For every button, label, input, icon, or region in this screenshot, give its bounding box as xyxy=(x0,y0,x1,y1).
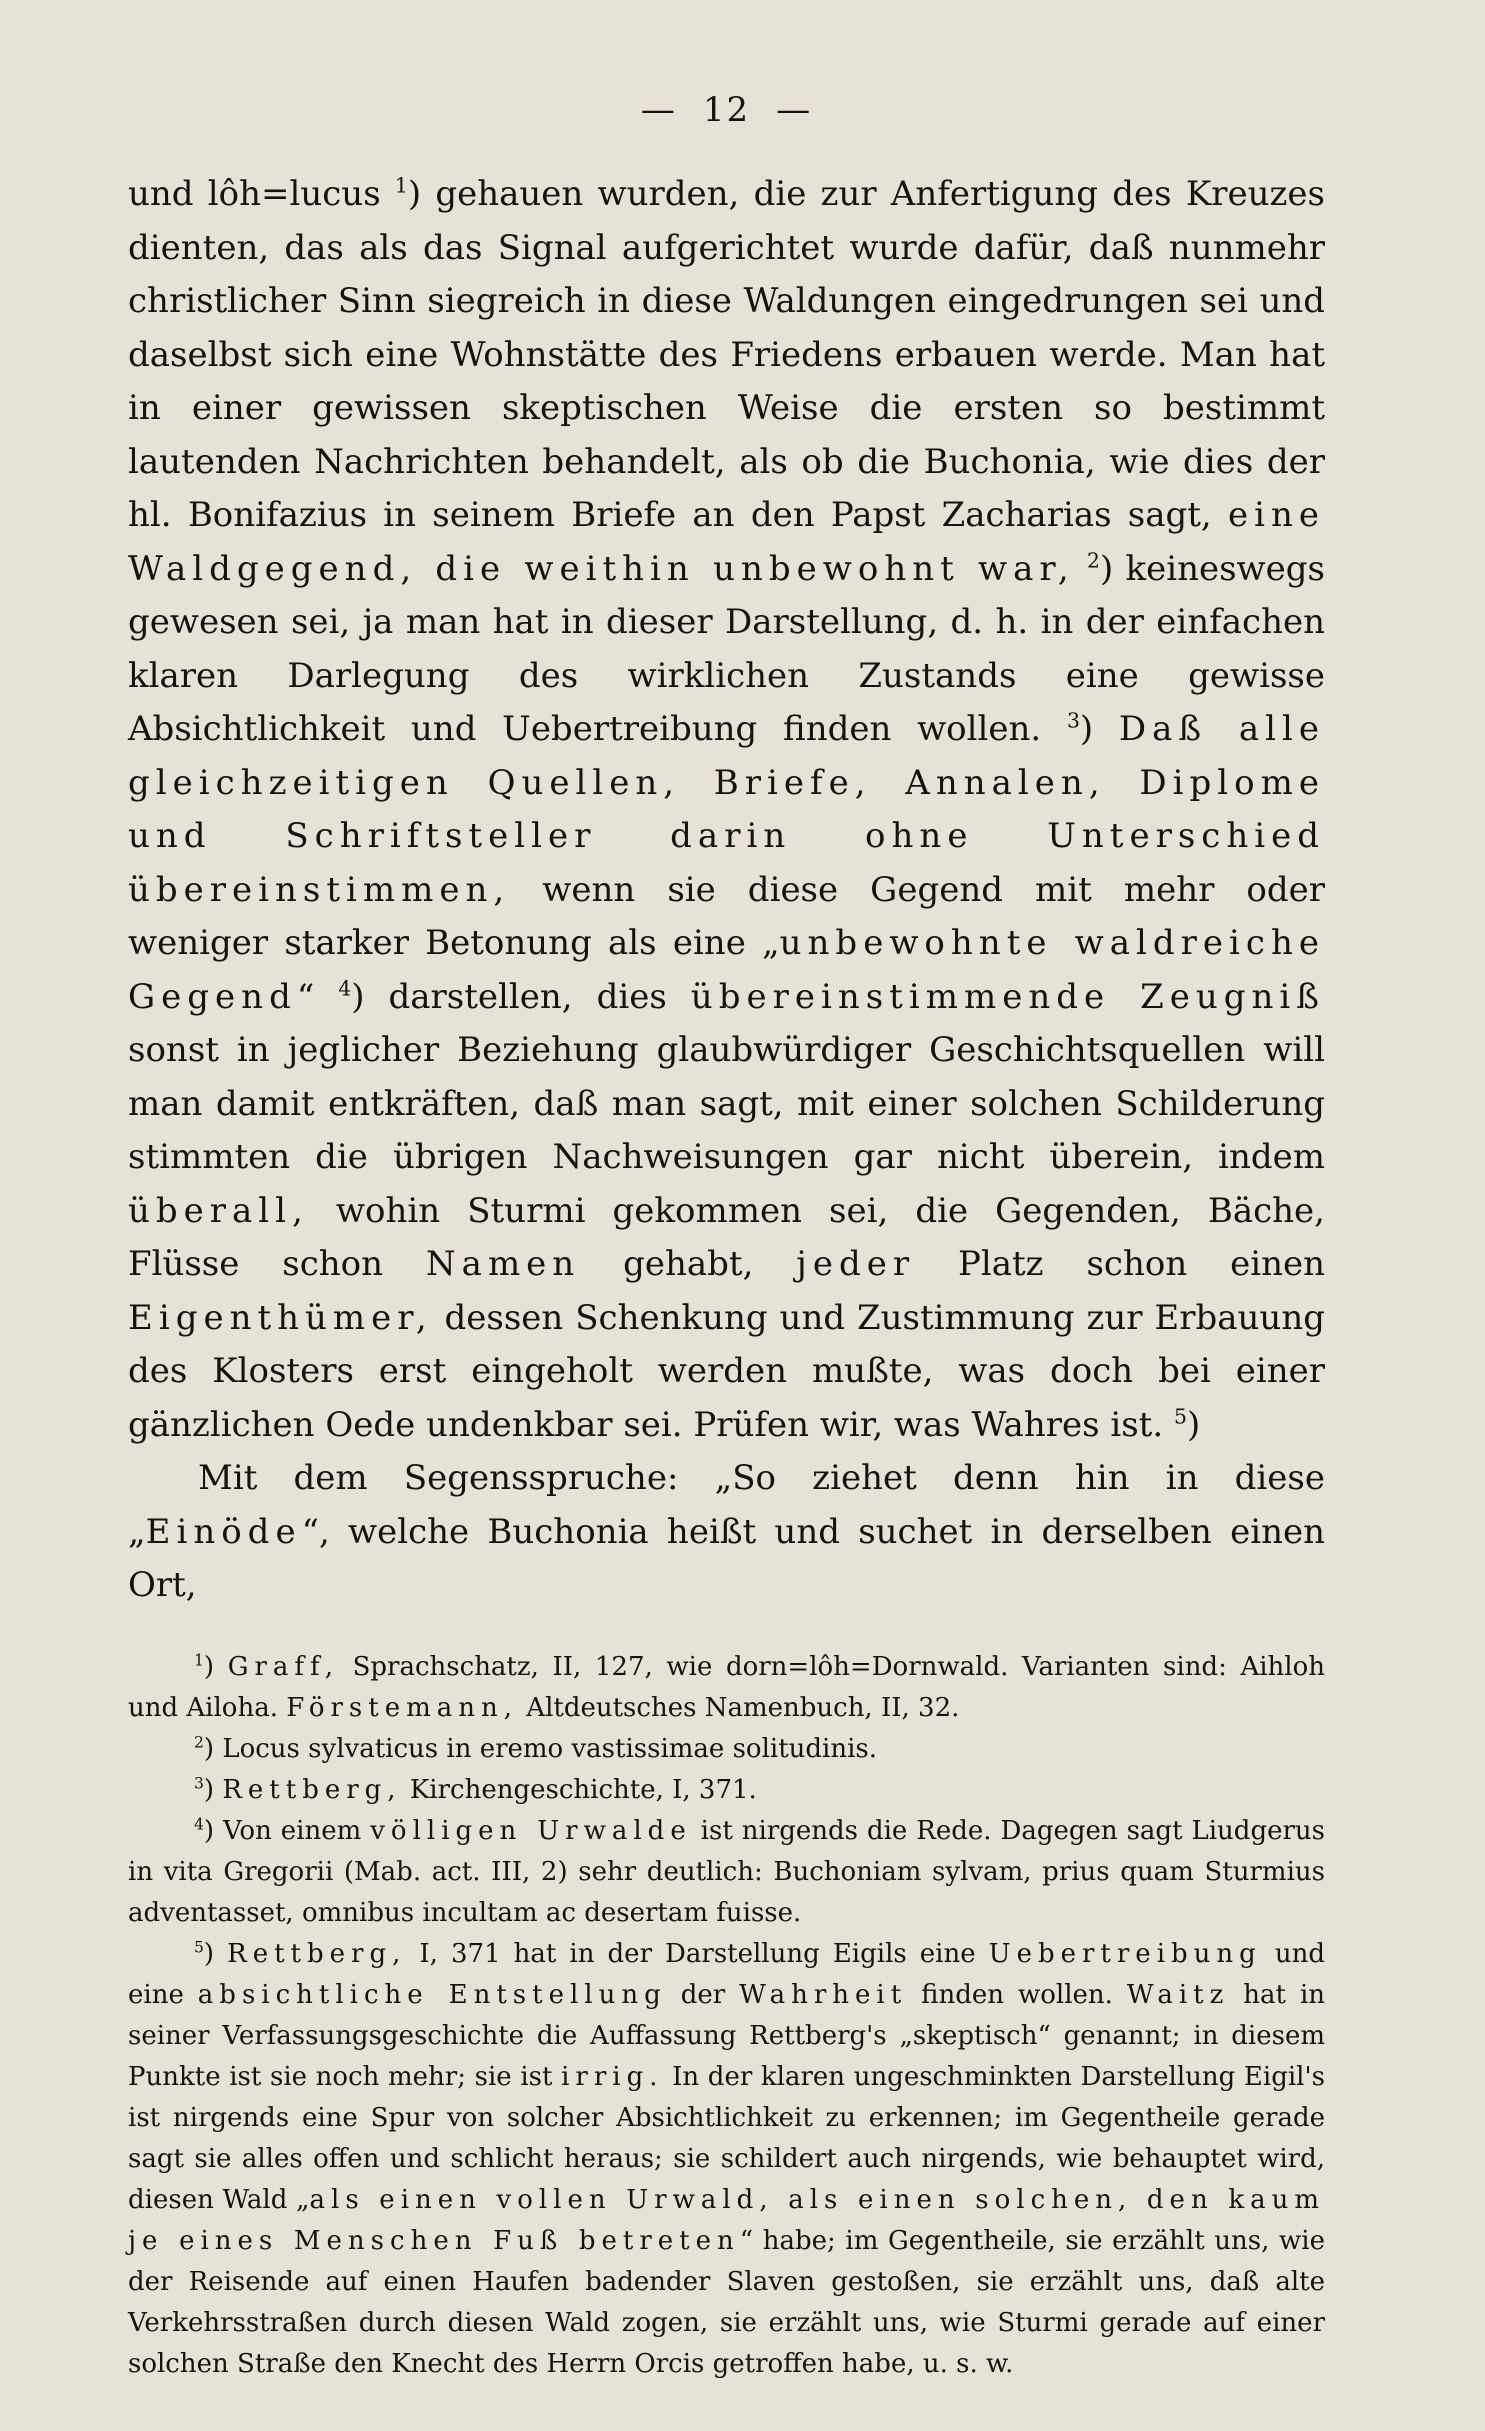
emphasized-text: Graff, xyxy=(227,1651,339,1682)
text-run: In der klaren ungeschminkten Darstellung Eigil's ist nirgends eine Spur von solcher Absichtlichkeit zu erkennen; im Gegentheile gerade sagt sie alles offen und schlicht heraus; sie schildert auch nirgends, wie behauptet wird, diesen Wald „ xyxy=(128,2061,1325,2215)
emphasized-text: als einen vollen Urwald, als einen solchen, den kaum je eines Menschen Fuß betreten xyxy=(128,2184,1325,2256)
emphasized-text: völligen Urwalde xyxy=(370,1815,692,1846)
text-run: ) xyxy=(1079,709,1119,749)
emphasized-text: Daß alle gleichzeitigen Quellen, Briefe, Annalen, Diplome und Schriftsteller darin ohne Unterschied übereinstimmen, xyxy=(128,709,1325,910)
text-run: ) Von einem xyxy=(203,1815,371,1846)
text-run: und lôh=lucus xyxy=(128,174,395,214)
text-run: Platz schon einen xyxy=(915,1244,1326,1284)
footnote-2 xyxy=(128,1729,1325,1770)
emphasized-text: Waitz xyxy=(1126,1979,1230,2010)
footnote-marker: 2 xyxy=(1086,548,1100,573)
footnote-marker: 4 xyxy=(338,976,352,1001)
text-run: “ xyxy=(296,976,339,1017)
page-number-value: 12 xyxy=(702,90,751,130)
emphasized-text: Uebertreibung xyxy=(988,1938,1262,1969)
footnote-5 xyxy=(128,1934,1325,2385)
text-run: sonst in jeglicher Beziehung glaubwürdiger Geschichtsquellen will man damit entkräften, daß man sagt, mit einer solchen Schilderung stimmten die übrigen Nachweisungen gar nicht überein, indem xyxy=(128,1030,1325,1177)
text-run: ) gehauen wurden, die zur Anfertigung des Kreuzes dienten, das als das Signal aufgerichtet wurde dafür, daß nunmehr christlicher Sinn siegreich in diese Waldungen eingedrungen sei und daselbst sich eine Wohnstätte des Friedens erbauen werde. Man hat in einer gewissen skeptischen Weise die ersten so bestimmt lautenden Nachrichten behandelt, als ob die Buchonia, wie dies der hl. Bonifazius in seinem Briefe an den Papst Zacharias sagt, xyxy=(128,174,1325,535)
footnote-marker: 5 xyxy=(1173,1404,1187,1429)
text-run: Sprachschatz, II, 127, wie dorn=lôh=Dornwald. Varianten sind: Aihloh und Ailoha. xyxy=(128,1651,1325,1723)
footnote-marker: 2 xyxy=(194,1732,204,1751)
dash-right: — xyxy=(776,90,813,130)
text-run: Mit dem Segensspruche: „So ziehet denn hin in diese „ xyxy=(128,1458,1325,1552)
text-run: ) xyxy=(203,1651,228,1682)
text-run: Kirchengeschichte, I, 371. xyxy=(401,1774,757,1805)
emphasized-text: Rettberg, xyxy=(227,1938,407,1969)
main-text xyxy=(128,168,1325,1613)
text-run: I, 371 hat in der Darstellung Eigils eine xyxy=(406,1938,989,1969)
emphasized-text: Einöde xyxy=(145,1511,302,1552)
emphasized-text: Eigenthümer, xyxy=(128,1297,433,1338)
emphasized-text: Namen xyxy=(425,1244,581,1284)
paragraph-2 xyxy=(128,1452,1325,1613)
footnote-marker: 4 xyxy=(194,1814,204,1833)
emphasized-text: Rettberg, xyxy=(222,1774,402,1805)
emphasized-text: jeder xyxy=(796,1244,916,1284)
emphasized-text: eine Waldgegend, die weithin unbewohnt war, xyxy=(128,495,1325,589)
text-run: ) Locus sylvaticus in eremo vastissimae solitudinis. xyxy=(203,1733,878,1764)
text-run: Altdeutsches Namenbuch, II, 32. xyxy=(518,1692,960,1723)
footnote-3 xyxy=(128,1770,1325,1811)
text-run: hat in seiner Verfassungsgeschichte die Auffassung Rettberg's „skeptisch“ genannt; in diesem Punkte ist sie noch mehr; sie ist xyxy=(128,1979,1326,2092)
footnote-1 xyxy=(128,1647,1325,1729)
emphasized-text: übereinstimmende Zeugniß xyxy=(690,976,1325,1017)
page-number xyxy=(128,90,1325,130)
text-run xyxy=(1075,549,1087,589)
text-run: ) xyxy=(203,1774,223,1805)
text-run: ist nirgends die Rede. Dagegen sagt Liudgerus in vita Gregorii (Mab. act. III, 2) sehr deutlich: Buchoniam sylvam, prius quam Sturmius adventasset, omnibus incultam ac desertam fuisse. xyxy=(128,1815,1325,1928)
emphasized-text: Wahrheit xyxy=(739,1979,908,2010)
text-run: wenn sie diese Gegend mit mehr oder weniger starker Betonung als eine „ xyxy=(128,869,1325,963)
emphasized-text: absichtliche Entstellung xyxy=(197,1979,667,2010)
text-run: wohin Sturmi gekommen sei, die Gegenden, Bäche, Flüsse schon xyxy=(128,1190,1325,1284)
text-run: ) xyxy=(1186,1404,1201,1445)
text-run: ) xyxy=(203,1938,228,1969)
footnote-marker: 1 xyxy=(394,173,408,198)
text-run: finden wollen. xyxy=(907,1979,1127,2010)
text-run: “ habe; im Gegentheile, sie erzählt uns, wie der Reisende auf einen Haufen badender Slaven gestoßen, sie erzählt uns, daß alte Verkehrsstraßen durch diesen Wald zogen, sie erzählt uns, wie Sturmi gerade auf einer solchen Straße den Knecht des Herrn Orcis getroffen habe, u. s. w. xyxy=(128,2225,1325,2379)
dash-left: — xyxy=(640,90,677,130)
text-run: und eine xyxy=(128,1938,1325,2010)
footnote-4 xyxy=(128,1811,1325,1934)
footnotes xyxy=(128,1647,1325,2385)
emphasized-text: überall, xyxy=(128,1190,309,1231)
text-run: ) keineswegs gewesen sei, ja man hat in dieser Darstellung, d. h. in der einfachen klaren Darlegung des wirklichen Zustands eine gewisse Absichtlichkeit und Uebertreibung finden wollen. xyxy=(128,548,1325,749)
emphasized-text: Förstemann, xyxy=(286,1692,519,1723)
text-run: dessen Schenkung und Zustimmung zur Erbauung des Klosters erst eingeholt werden mußte, was doch bei einer gänzlichen Oede undenkbar sei. Prüfen wir, was Wahres ist. xyxy=(128,1297,1325,1445)
text-run: gehabt, xyxy=(580,1244,797,1284)
text-run: ) darstellen, dies xyxy=(351,976,691,1017)
footnote-marker: 1 xyxy=(194,1650,204,1669)
footnote-marker: 3 xyxy=(194,1773,204,1792)
emphasized-text: irrig. xyxy=(561,2061,664,2092)
text-run: der xyxy=(666,1979,740,2010)
paragraph-1 xyxy=(128,168,1325,1452)
text-run: “, welche Buchonia heißt und suchet in derselben einen Ort, xyxy=(128,1511,1325,1605)
emphasized-text: unbewohnte waldreiche Gegend xyxy=(128,923,1325,1017)
footnote-marker: 3 xyxy=(1066,708,1080,733)
footnote-marker: 5 xyxy=(194,1937,204,1956)
